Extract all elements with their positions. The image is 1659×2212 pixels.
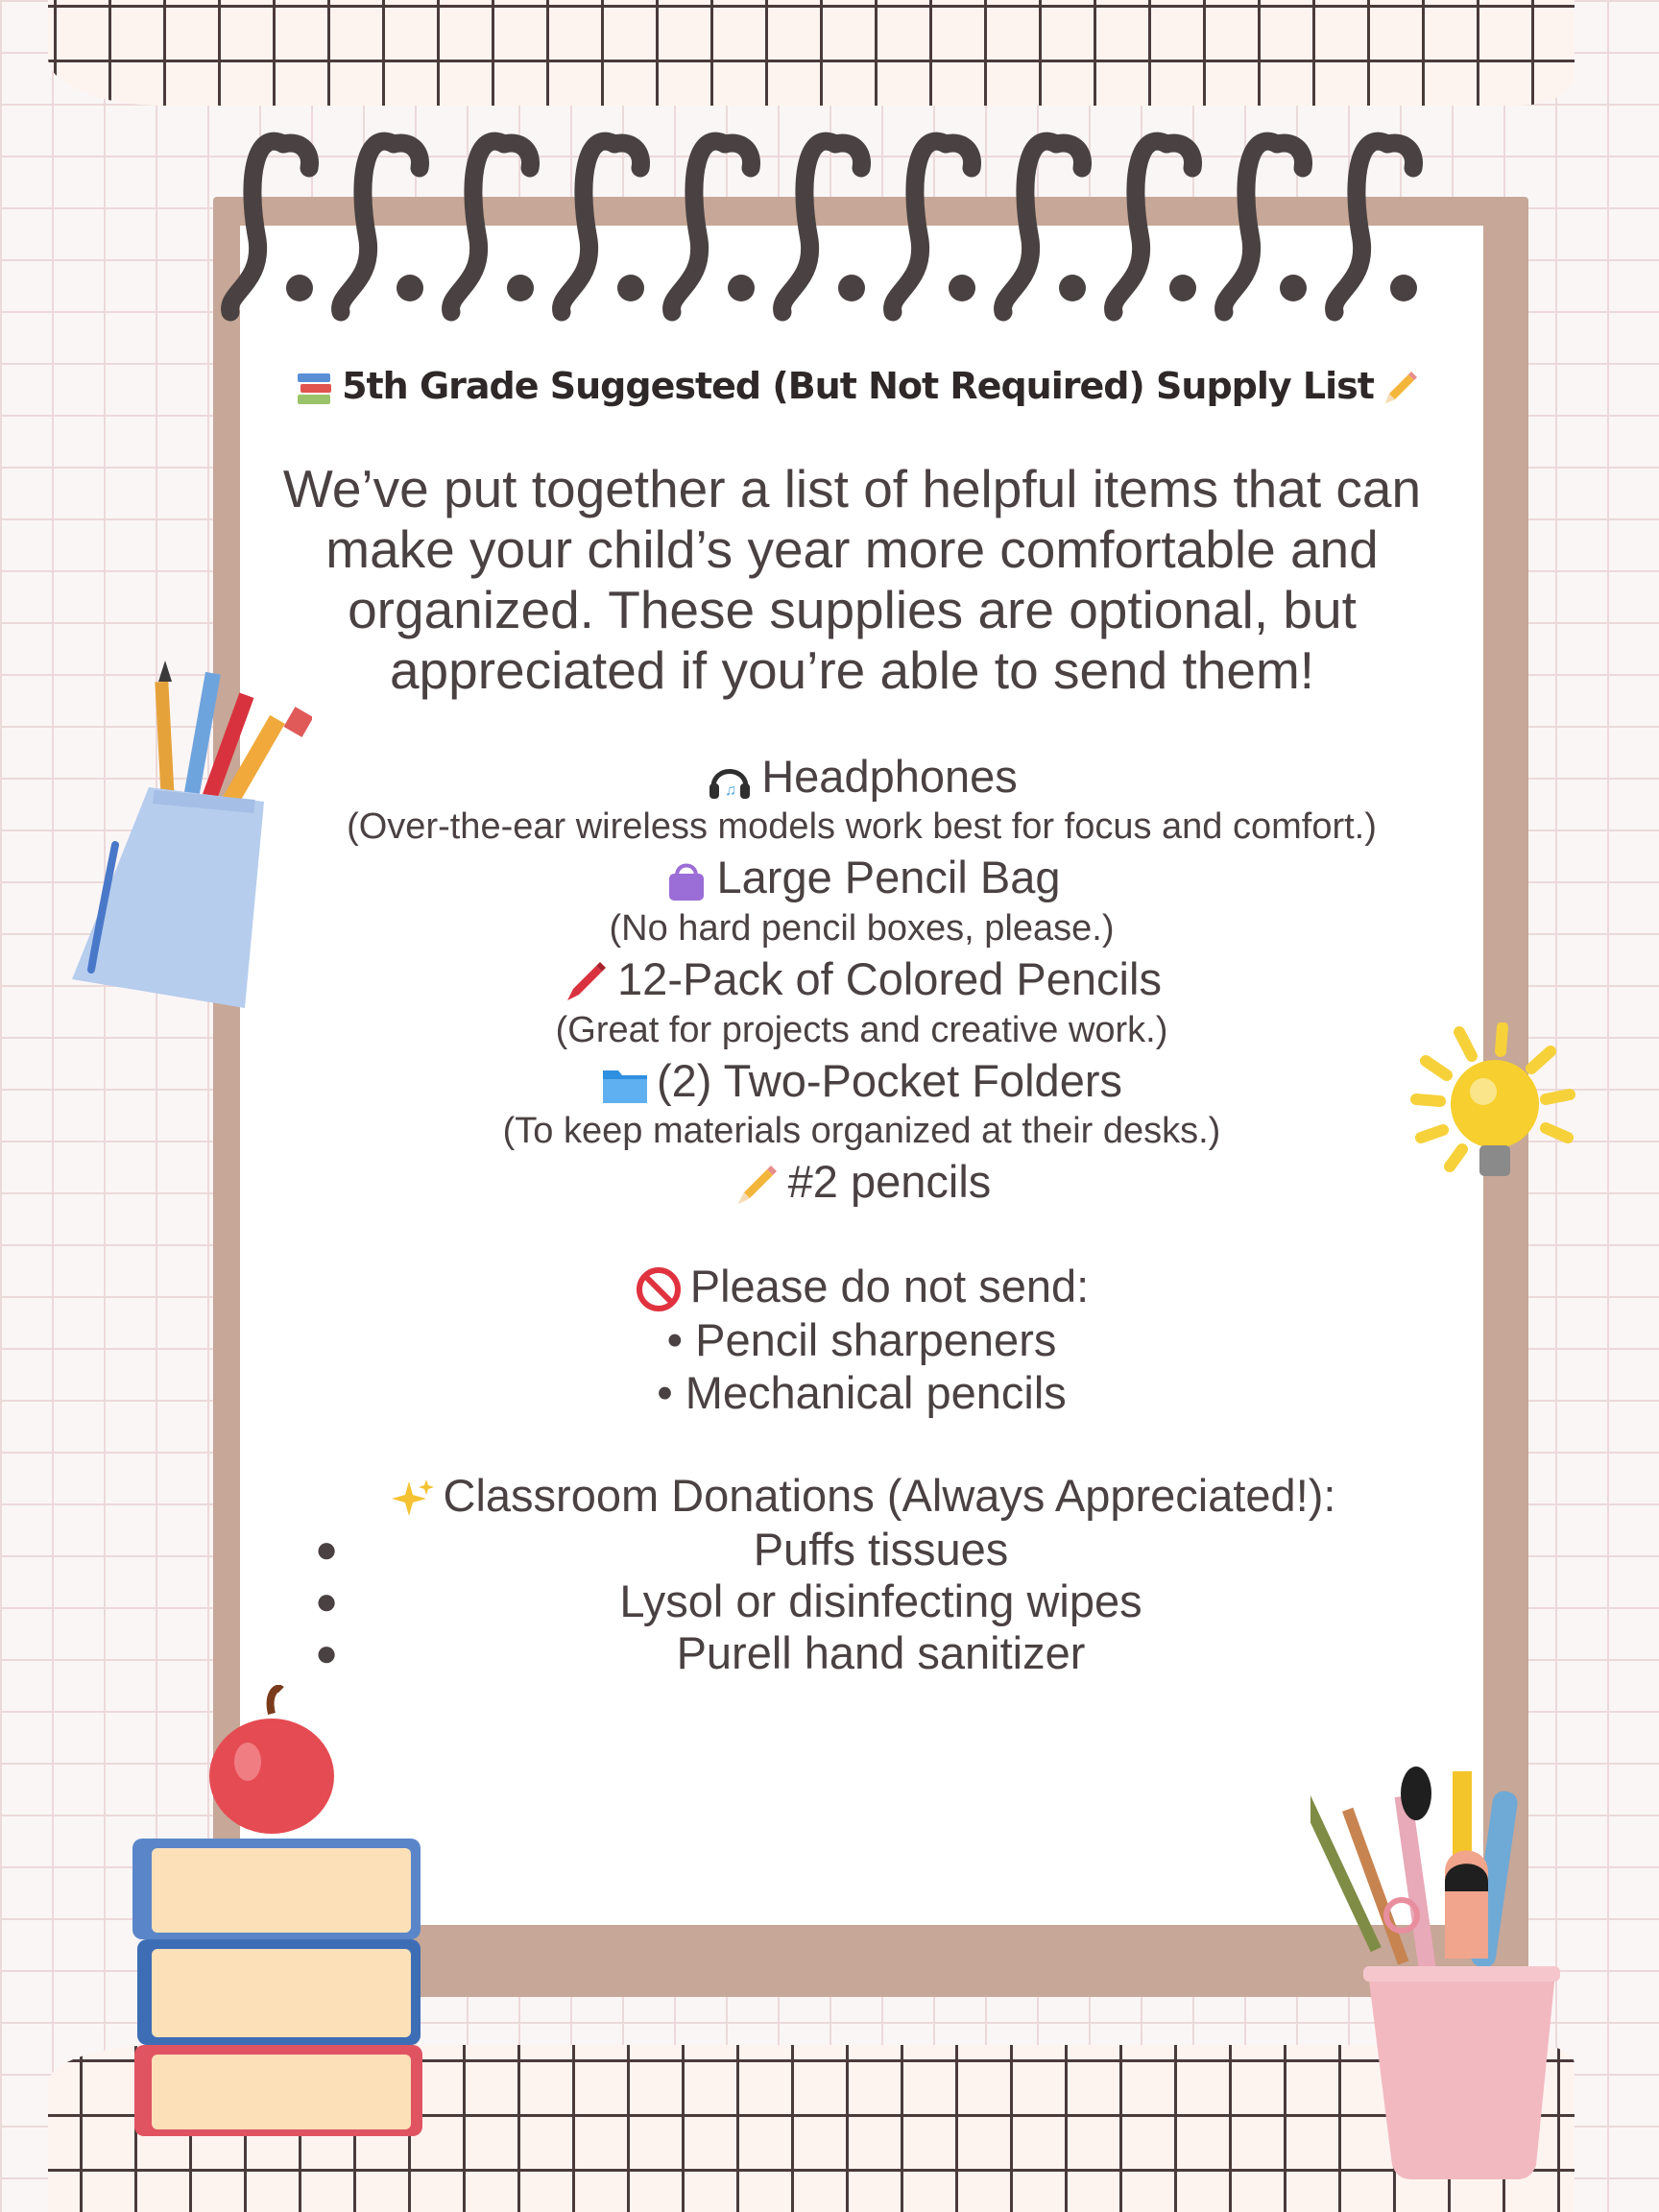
books-icon [296,370,334,408]
intro-paragraph: We’ve put together a list of helpful items that can make your child’s year more comfortable and organized. These supplies are optional, but appreciated if you’re able to send them! [282,458,1422,700]
svg-text:♫: ♫ [725,782,737,800]
donation-item: ● Purell hand sanitizer [315,1626,1086,1678]
books-and-apple-icon [123,1685,430,2141]
donation-item: ● Lysol or disinfecting wipes [315,1575,1142,1626]
spiral-rings [221,115,1498,326]
do-not-send-item: • Pencil sharpeners [666,1314,1057,1366]
pencil-cup-left-icon [62,653,312,1037]
sparkles-icon [388,1476,436,1524]
supply-item-pencils: #2 pencils [240,1155,1483,1210]
donations-section: Classroom Donations (Always Appreciated!): ● Puffs tissues ● Lysol or disinfecting wipes ● Purell hand sanitizer [240,1469,1483,1679]
do-not-send-item: • Mechanical pencils [657,1367,1067,1419]
supply-item-headphones: ♫ Headphones (Over-the-ear wireless models work best for focus and comfort.) [240,753,1483,852]
pencil-cup-right-icon [1310,1767,1579,2189]
crayon-icon [562,958,610,1006]
supply-item-note: (Over-the-ear wireless models work best for focus and comfort.) [347,806,1377,848]
supply-list-content [240,365,1483,1679]
folder-icon [601,1065,649,1105]
supply-item-folders: (2) Two-Pocket Folders (To keep materials organized at their desks.) [240,1054,1483,1155]
pencil-icon [733,1162,781,1210]
do-not-send-section: Please do not send: • Pencil sharpeners • Mechanical pencils [240,1260,1483,1420]
supply-item-note: (Great for projects and creative work.) [555,1010,1168,1051]
supply-item-note: (To keep materials organized at their desks.) [502,1111,1221,1152]
supply-item-pencil-bag: Large Pencil Bag (No hard pencil boxes, please.) [240,851,1483,952]
donation-item: ● Puffs tissues [315,1523,1009,1575]
torn-grid-paper-top [48,0,1575,106]
pencil-icon [1380,369,1420,409]
purse-icon [663,858,709,904]
lightbulb-icon [1407,1022,1579,1190]
supply-item-colored-pencils: 12-Pack of Colored Pencils (Great for projects and creative work.) [240,952,1483,1055]
supply-item-note: (No hard pencil boxes, please.) [609,907,1115,949]
page-title: 5th Grade Suggested (But Not Required) Supply List [240,365,1483,409]
prohibited-icon [635,1265,683,1313]
headphones-icon [706,757,754,803]
